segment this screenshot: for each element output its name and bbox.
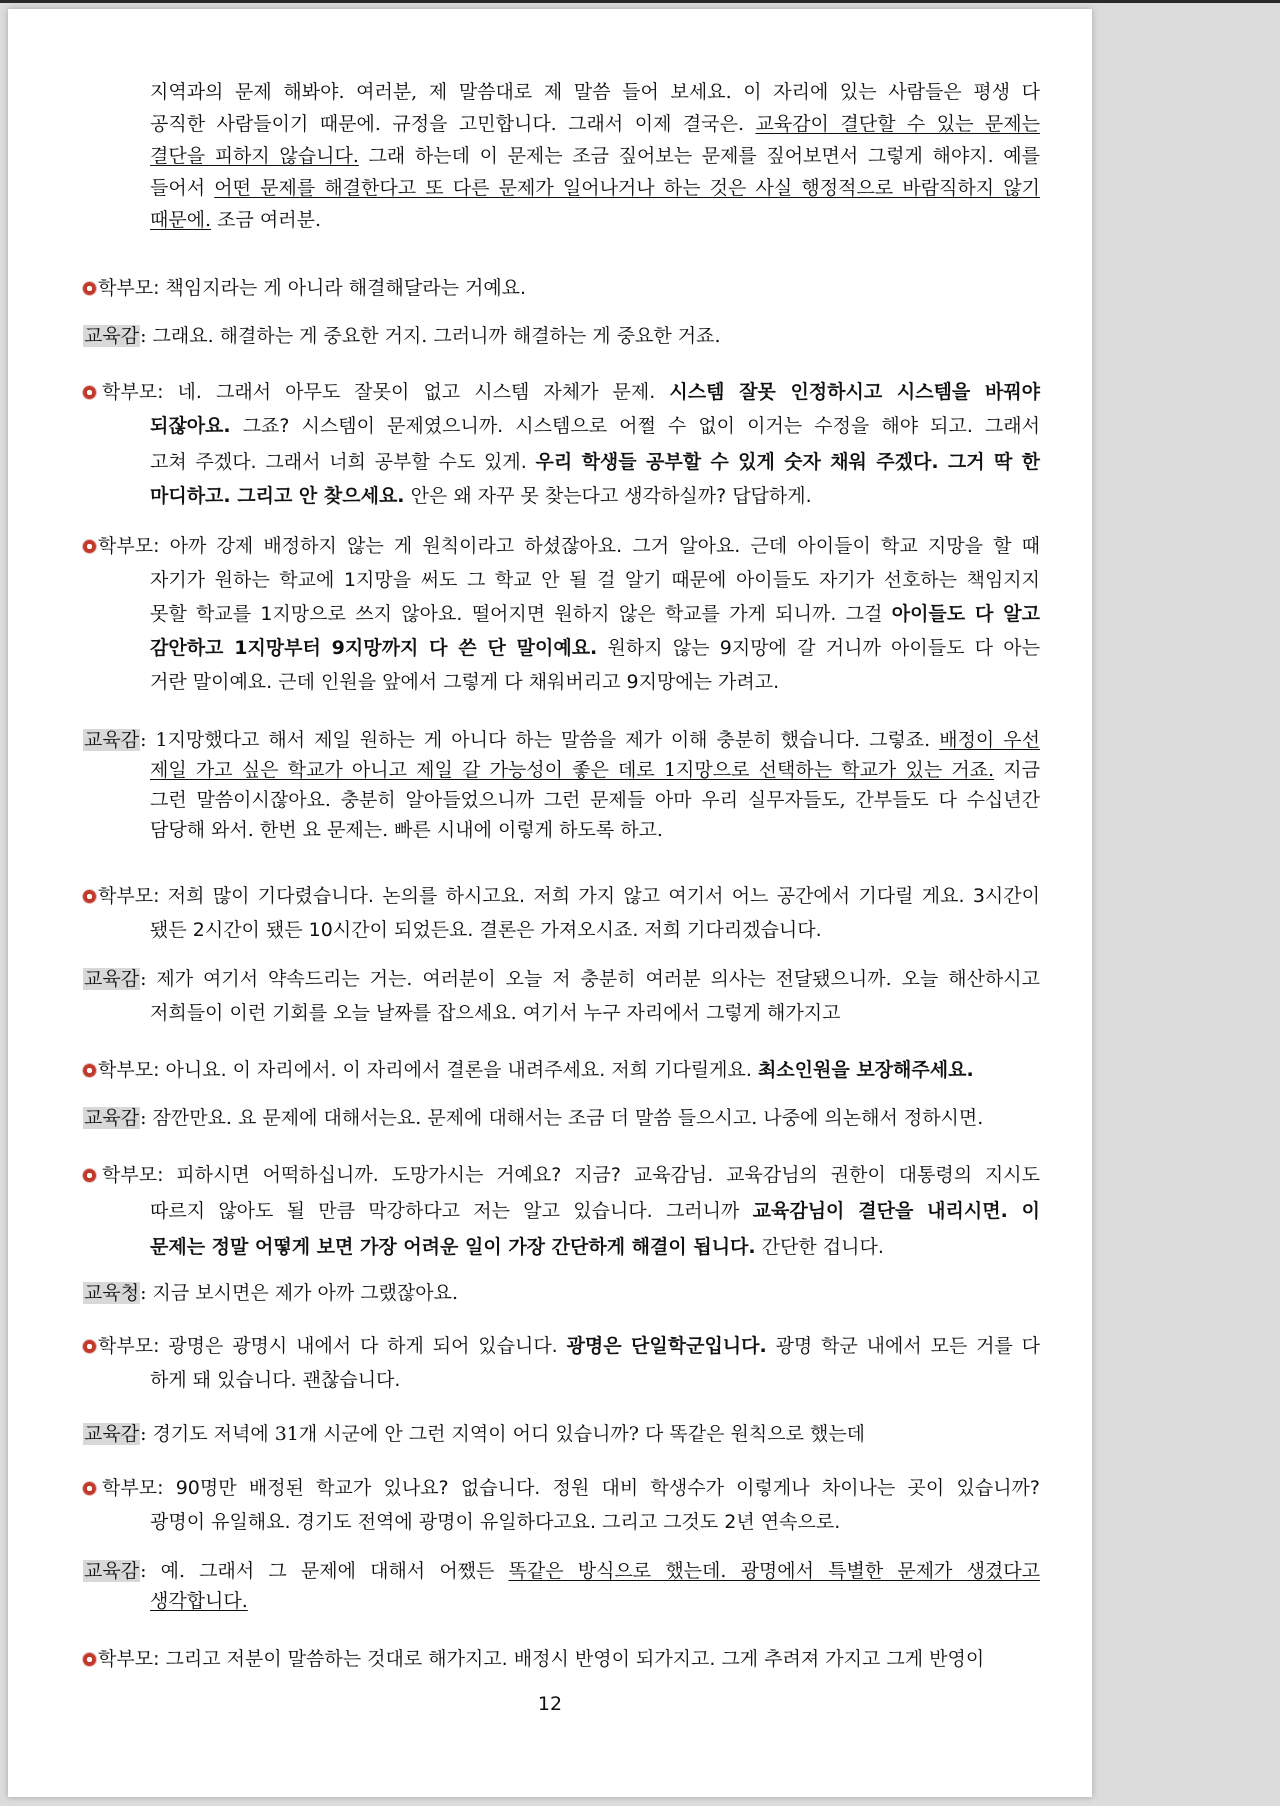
text-line xyxy=(150,204,1040,236)
text-line xyxy=(83,597,1040,631)
text-line xyxy=(83,1643,1040,1675)
text: 공직한 사람들이기 때문에. 규정을 고민합니다. 그래서 이제 결국은. xyxy=(150,113,756,135)
text: 따르지 않아도 될 만큼 막강하다고 저는 알고 있습니다. 그러니까 xyxy=(150,1200,753,1222)
utterance-superintendent xyxy=(83,320,1040,352)
red-seal-icon xyxy=(83,1653,96,1666)
text-line xyxy=(83,529,1040,563)
speaker-label: 학부모 xyxy=(98,885,154,907)
speaker-label: 교육감 xyxy=(84,1107,140,1129)
text-line xyxy=(83,1505,1040,1539)
bold-text: 최소인원을 보장해주세요. xyxy=(757,1059,974,1081)
underlined-text: 제일 가고 싶은 학교가 아니고 제일 갈 가능성이 좋은 데로 1지망으로 선택하는 학교가 있는 거죠. xyxy=(150,759,995,781)
bold-text: 문제는 정말 어떻게 보면 가장 어려운 일이 가장 간단하게 해결이 됩니다. xyxy=(150,1236,756,1258)
text: 그래 하는데 이 문제는 조금 짚어보는 문제를 짚어보면서 그렇게 해야지. 예를 xyxy=(358,145,1040,167)
text: : 아니요. 이 자리에서. 이 자리에서 결론을 내려주세요. 저희 기다릴게요. xyxy=(153,1059,758,1081)
underlined-text: 때문에. xyxy=(150,209,212,231)
utterance-parent xyxy=(83,529,1040,699)
speaker-label: 교육감 xyxy=(84,968,140,990)
speaker-label: 학부모 xyxy=(102,381,158,403)
text: 담당해 와서. 한번 요 문제는. 빠른 시내에 이렇게 하도록 하고. xyxy=(150,819,663,841)
utterance-parent xyxy=(83,1329,1040,1397)
speaker-label: 교육감 xyxy=(84,1560,140,1582)
paragraph-continuation xyxy=(83,76,1040,236)
text-line xyxy=(83,563,1040,597)
text-line xyxy=(83,962,1040,996)
bold-text: 되잖아요. xyxy=(150,415,231,437)
text: 고쳐 주겠다. 그래서 너희 공부할 수도 있게. xyxy=(150,451,536,473)
bold-text: 우리 학생들 공부할 수 있게 숫자 채워 주겠다. 그거 딱 한 xyxy=(535,451,1041,473)
text: : 지금 보시면은 제가 아까 그랬잖아요. xyxy=(140,1282,459,1304)
speaker-label: 학부모 xyxy=(98,1335,154,1357)
text: 됐든 2시간이 됐든 10시간이 되었든요. 결론은 가져오시죠. 저희 기다리겠습니다. xyxy=(150,919,822,941)
bold-text: 마디하고. 그리고 안 찾으세요. xyxy=(150,485,405,507)
text-line xyxy=(83,1556,1040,1586)
bold-text: 시스템 잘못 인정하시고 시스템을 바꿔야 xyxy=(669,381,1041,403)
utterance-education-office xyxy=(83,1277,1040,1309)
text: : 90명만 배정된 학교가 있나요? 없습니다. 정원 대비 학생수가 이렇게나 차이나는 곳이 있습니까? xyxy=(157,1477,1040,1499)
text-line xyxy=(83,272,1040,304)
utterance-superintendent xyxy=(83,1102,1040,1134)
speaker-label: 학부모 xyxy=(98,535,154,557)
text: 못할 학교를 1지망으로 쓰지 않아요. 떨어지면 원하지 않은 학교를 가게 되니까. 그걸 xyxy=(150,603,892,625)
utterance-superintendent xyxy=(83,725,1040,845)
text-line xyxy=(83,631,1040,665)
text-line xyxy=(83,996,1040,1030)
text-line xyxy=(83,913,1040,947)
bold-text: 교육감님이 결단을 내리시면. 이 xyxy=(752,1200,1040,1222)
text-line xyxy=(150,76,1040,108)
speaker-label: 학부모 xyxy=(98,1648,154,1670)
red-seal-icon xyxy=(83,1169,96,1182)
text: 그런 말씀이시잖아요. 충분히 알아들었으니까 그런 문제들 아마 우리 실무자들도, 간부들도 다 수십년간 xyxy=(150,789,1040,811)
text-line xyxy=(83,1363,1040,1397)
underlined-text: 배정이 우선 xyxy=(939,729,1041,751)
utterance-parent xyxy=(83,879,1040,947)
text-line xyxy=(83,1157,1040,1193)
text-line xyxy=(83,725,1040,755)
text: : 피하시면 어떡하십니까. 도망가시는 거예요? 지금? 교육감님. 교육감님의 권한이 대통령의 지시도 xyxy=(157,1164,1040,1186)
red-seal-icon xyxy=(83,540,96,553)
text: 저희들이 이런 기회를 오늘 날짜를 잡으세요. 여기서 누구 자리에서 그렇게 해가지고 xyxy=(150,1002,841,1024)
speaker-label: 교육감 xyxy=(84,325,140,347)
page-number: 12 xyxy=(537,1693,563,1715)
red-seal-icon xyxy=(83,386,96,399)
text-line xyxy=(83,1193,1040,1229)
text: : 광명은 광명시 내에서 다 하게 되어 있습니다. xyxy=(153,1335,567,1357)
text-line xyxy=(83,376,1040,408)
text-line xyxy=(83,1102,1040,1134)
text-line xyxy=(83,444,1040,480)
utterance-superintendent xyxy=(83,1418,1040,1450)
bold-text: 광명은 단일학군입니다. xyxy=(566,1335,767,1357)
text: : 아까 강제 배정하지 않는 게 원칙이라고 하셨잖아요. 그거 알아요. 근데 아이들이 학교 지망을 할 때 xyxy=(153,535,1040,557)
utterance-superintendent xyxy=(83,1556,1040,1616)
text-line xyxy=(83,785,1040,815)
text-line xyxy=(83,755,1040,785)
red-seal-icon xyxy=(83,1482,96,1495)
text-line xyxy=(83,1329,1040,1363)
text: 광명 학군 내에서 모든 거를 다 xyxy=(766,1335,1040,1357)
red-seal-icon xyxy=(83,1340,96,1353)
text: : 책임지라는 게 아니라 해결해달라는 거예요. xyxy=(153,277,527,299)
text: : 잠깐만요. 요 문제에 대해서는요. 문제에 대해서는 조금 더 말씀 들으시고. 나중에 의논해서 정하시면. xyxy=(140,1107,984,1129)
text-line xyxy=(83,879,1040,913)
red-seal-icon xyxy=(83,1064,96,1077)
text: : 네. 그래서 아무도 잘못이 없고 시스템 자체가 문제. xyxy=(157,381,670,403)
red-seal-icon xyxy=(83,282,96,295)
bold-text: 아이들도 다 알고 xyxy=(891,603,1040,625)
text: 자기가 원하는 학교에 1지망을 써도 그 학교 안 될 걸 알기 때문에 아이들도 자기가 선호하는 책임지지 xyxy=(150,569,1040,591)
utterance-parent xyxy=(83,1054,1040,1086)
text: 하게 돼 있습니다. 괜찮습니다. xyxy=(150,1369,401,1391)
utterance-parent xyxy=(83,272,1040,304)
speaker-label: 교육감 xyxy=(84,1423,140,1445)
underlined-text: 어떤 문제를 해결한다고 또 다른 문제가 일어나거나 하는 것은 사실 행정적으로 바람직하지 않기 xyxy=(214,177,1040,199)
text: : 그리고 저분이 말씀하는 것대로 해가지고. 배정시 반영이 되가지고. 그게 추려져 가지고 그게 반영이 xyxy=(153,1648,985,1670)
text: 안은 왜 자꾸 못 찾는다고 생각하실까? 답답하게. xyxy=(404,485,812,507)
text: 그죠? 시스템이 문제였으니까. 시스템으로 어쩔 수 없이 이거는 수정을 해야 되고. 그래서 xyxy=(230,415,1040,437)
text-line xyxy=(83,665,1040,699)
text: 지역과의 문제 해봐야. 여러분, 제 말씀대로 제 말씀 들어 보세요. 이 자리에 있는 사람들은 평생 다 xyxy=(150,81,1040,103)
utterance-parent xyxy=(83,1471,1040,1539)
text: 원하지 않는 9지망에 갈 거니까 아이들도 다 아는 xyxy=(597,637,1040,659)
underlined-text: 교육감이 결단할 수 있는 문제는 xyxy=(755,113,1040,135)
utterance-superintendent xyxy=(83,962,1040,1030)
text-line xyxy=(150,140,1040,172)
text: : 그래요. 해결하는 게 중요한 거지. 그러니까 해결하는 게 중요한 거죠. xyxy=(140,325,721,347)
text: 들어서 xyxy=(150,177,215,199)
text-line xyxy=(83,320,1040,352)
text-line xyxy=(83,408,1040,444)
text: 조금 여러분. xyxy=(211,209,321,231)
text-line xyxy=(150,108,1040,140)
text: : 1지망했다고 해서 제일 원하는 게 아니다 하는 말씀을 제가 이해 충분히 했습니다. 그렇죠. xyxy=(140,729,940,751)
text: : 경기도 저녁에 31개 시군에 안 그런 지역이 어디 있습니까? 다 똑같은 원칙으로 했는데 xyxy=(140,1423,866,1445)
utterance-parent xyxy=(83,376,1040,512)
text-line xyxy=(83,1277,1040,1309)
speaker-label: 학부모 xyxy=(102,1164,158,1186)
text-line xyxy=(83,1054,1040,1086)
text-line xyxy=(83,1471,1040,1505)
text: : 제가 여기서 약속드리는 거는. 여러분이 오늘 저 충분히 여러분 의사는 전달됐으니까. 오늘 해산하시고 xyxy=(140,968,1040,990)
window-top-edge xyxy=(0,0,1280,3)
speaker-label: 학부모 xyxy=(102,1477,158,1499)
text: 간단한 겁니다. xyxy=(755,1236,884,1258)
text: 광명이 유일해요. 경기도 전역에 광명이 유일하다고요. 그리고 그것도 2년 연속으로. xyxy=(150,1511,841,1533)
red-seal-icon xyxy=(83,890,96,903)
speaker-label: 학부모 xyxy=(98,277,154,299)
underlined-text: 결단을 피하지 않습니다. xyxy=(150,145,359,167)
text: : 저희 많이 기다렸습니다. 논의를 하시고요. 저희 가지 않고 여기서 어느 공간에서 기다릴 게요. 3시간이 xyxy=(153,885,1040,907)
text-line xyxy=(83,1229,1040,1265)
text-line xyxy=(83,1418,1040,1450)
text-line xyxy=(83,480,1040,512)
underlined-text: 똑같은 방식으로 했는데. 광명에서 특별한 문제가 생겼다고 xyxy=(508,1560,1040,1582)
speaker-label: 교육감 xyxy=(84,729,140,751)
bold-text: 감안하고 1지망부터 9지망까지 다 쓴 단 말이예요. xyxy=(150,637,598,659)
text: : 예. 그래서 그 문제에 대해서 어쨌든 xyxy=(140,1560,509,1582)
utterance-parent xyxy=(83,1157,1040,1265)
document-page xyxy=(8,9,1092,1797)
speaker-label: 학부모 xyxy=(98,1059,154,1081)
text-line xyxy=(83,1586,1040,1616)
text: 거란 말이예요. 근데 인원을 앞에서 그렇게 다 채워버리고 9지망에는 가려고. xyxy=(150,671,780,693)
text-line xyxy=(83,815,1040,845)
text-line xyxy=(150,172,1040,204)
speaker-label: 교육청 xyxy=(84,1282,140,1304)
text: 지금 xyxy=(994,759,1040,781)
utterance-parent xyxy=(83,1643,1040,1675)
underlined-text: 생각합니다. xyxy=(150,1590,248,1612)
